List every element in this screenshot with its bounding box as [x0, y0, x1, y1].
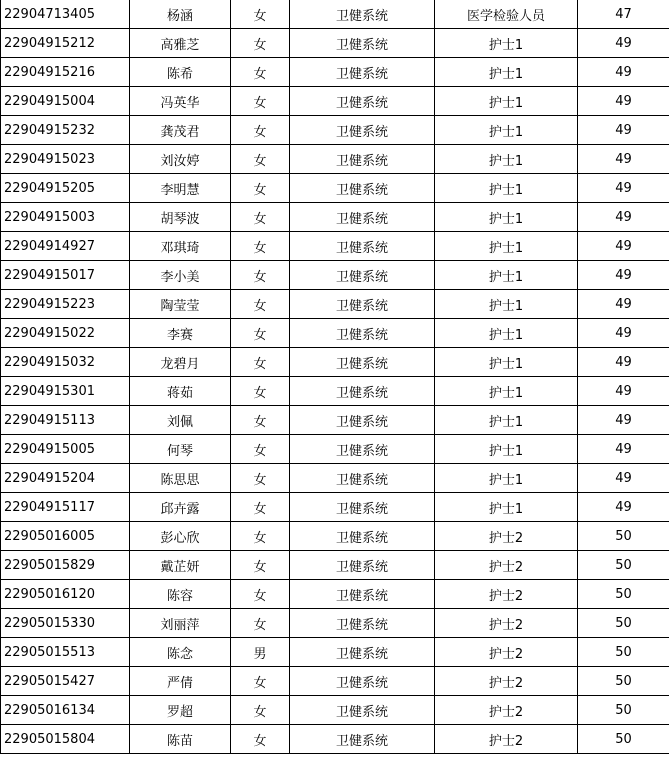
department-cell: 卫健系统 — [290, 261, 435, 290]
name-cell: 杨涵 — [130, 0, 231, 29]
gender-cell: 女 — [231, 580, 290, 609]
name-cell: 刘丽萍 — [130, 609, 231, 638]
table-row — [1, 261, 669, 290]
table-row — [1, 493, 669, 522]
exam-number-cell: 22905015829 — [1, 551, 130, 580]
exam-number-cell: 22904915232 — [1, 116, 130, 145]
position-code-cell: 49 — [578, 261, 669, 290]
position-cell: 护士2 — [435, 580, 578, 609]
department-cell: 卫健系统 — [290, 145, 435, 174]
department-cell: 卫健系统 — [290, 435, 435, 464]
position-code-cell: 49 — [578, 377, 669, 406]
name-cell: 李明慧 — [130, 174, 231, 203]
name-cell: 何琴 — [130, 435, 231, 464]
department-cell: 卫健系统 — [290, 29, 435, 58]
exam-number-cell: 22904915022 — [1, 319, 130, 348]
department-cell: 卫健系统 — [290, 638, 435, 667]
table-row — [1, 290, 669, 319]
gender-cell: 女 — [231, 377, 290, 406]
exam-number-cell: 22904915212 — [1, 29, 130, 58]
name-cell: 邓琪琦 — [130, 232, 231, 261]
position-cell: 护士1 — [435, 58, 578, 87]
gender-cell: 女 — [231, 0, 290, 29]
exam-number-cell: 22904915301 — [1, 377, 130, 406]
table-body — [1, 0, 669, 754]
position-code-cell: 49 — [578, 493, 669, 522]
exam-number-cell: 22905016134 — [1, 696, 130, 725]
gender-cell: 女 — [231, 348, 290, 377]
exam-number-cell: 22904915003 — [1, 203, 130, 232]
position-code-cell: 49 — [578, 58, 669, 87]
gender-cell: 女 — [231, 261, 290, 290]
position-cell: 护士1 — [435, 116, 578, 145]
name-cell: 邱卉露 — [130, 493, 231, 522]
table-row — [1, 145, 669, 174]
position-cell: 护士2 — [435, 725, 578, 754]
table-row — [1, 0, 669, 29]
position-code-cell: 49 — [578, 174, 669, 203]
position-code-cell: 49 — [578, 145, 669, 174]
position-cell: 护士2 — [435, 638, 578, 667]
position-code-cell: 50 — [578, 667, 669, 696]
position-code-cell: 50 — [578, 580, 669, 609]
department-cell: 卫健系统 — [290, 203, 435, 232]
position-code-cell: 49 — [578, 435, 669, 464]
exam-number-cell: 22904915005 — [1, 435, 130, 464]
exam-number-cell: 22904914927 — [1, 232, 130, 261]
position-cell: 护士2 — [435, 609, 578, 638]
position-cell: 护士1 — [435, 261, 578, 290]
position-code-cell: 49 — [578, 203, 669, 232]
position-code-cell: 50 — [578, 725, 669, 754]
table-row — [1, 464, 669, 493]
position-code-cell: 49 — [578, 464, 669, 493]
department-cell: 卫健系统 — [290, 522, 435, 551]
name-cell: 刘佩 — [130, 406, 231, 435]
exam-number-cell: 22904915023 — [1, 145, 130, 174]
department-cell: 卫健系统 — [290, 319, 435, 348]
position-code-cell: 49 — [578, 348, 669, 377]
name-cell: 李赛 — [130, 319, 231, 348]
position-cell: 护士1 — [435, 174, 578, 203]
exam-number-cell: 22904915032 — [1, 348, 130, 377]
position-cell: 护士2 — [435, 696, 578, 725]
gender-cell: 女 — [231, 58, 290, 87]
gender-cell: 女 — [231, 145, 290, 174]
exam-number-cell: 22905016005 — [1, 522, 130, 551]
table-row — [1, 319, 669, 348]
name-cell: 陈思思 — [130, 464, 231, 493]
table-row — [1, 29, 669, 58]
table-row — [1, 116, 669, 145]
position-code-cell: 49 — [578, 116, 669, 145]
department-cell: 卫健系统 — [290, 0, 435, 29]
position-code-cell: 50 — [578, 609, 669, 638]
table-row — [1, 377, 669, 406]
exam-number-cell: 22904915216 — [1, 58, 130, 87]
table-row — [1, 435, 669, 464]
position-code-cell: 49 — [578, 87, 669, 116]
gender-cell: 女 — [231, 522, 290, 551]
position-code-cell: 49 — [578, 232, 669, 261]
name-cell: 李小美 — [130, 261, 231, 290]
gender-cell: 女 — [231, 87, 290, 116]
name-cell: 高雅芝 — [130, 29, 231, 58]
name-cell: 陶莹莹 — [130, 290, 231, 319]
name-cell: 胡琴波 — [130, 203, 231, 232]
position-code-cell: 50 — [578, 696, 669, 725]
name-cell: 陈容 — [130, 580, 231, 609]
name-cell: 陈希 — [130, 58, 231, 87]
position-code-cell: 49 — [578, 319, 669, 348]
name-cell: 冯英华 — [130, 87, 231, 116]
department-cell: 卫健系统 — [290, 493, 435, 522]
gender-cell: 女 — [231, 609, 290, 638]
department-cell: 卫健系统 — [290, 464, 435, 493]
department-cell: 卫健系统 — [290, 551, 435, 580]
name-cell: 龙碧月 — [130, 348, 231, 377]
gender-cell: 女 — [231, 696, 290, 725]
department-cell: 卫健系统 — [290, 348, 435, 377]
table-row — [1, 667, 669, 696]
exam-number-cell: 22905015330 — [1, 609, 130, 638]
name-cell: 严倩 — [130, 667, 231, 696]
table-row — [1, 696, 669, 725]
exam-number-cell: 22904915204 — [1, 464, 130, 493]
position-code-cell: 49 — [578, 406, 669, 435]
position-code-cell: 50 — [578, 638, 669, 667]
position-cell: 医学检验人员 — [435, 0, 578, 29]
gender-cell: 女 — [231, 290, 290, 319]
position-cell: 护士2 — [435, 667, 578, 696]
gender-cell: 女 — [231, 116, 290, 145]
table-row — [1, 203, 669, 232]
name-cell: 陈念 — [130, 638, 231, 667]
table-row — [1, 609, 669, 638]
department-cell: 卫健系统 — [290, 290, 435, 319]
gender-cell: 女 — [231, 464, 290, 493]
position-cell: 护士1 — [435, 377, 578, 406]
table-row — [1, 551, 669, 580]
position-code-cell: 50 — [578, 551, 669, 580]
table-row — [1, 725, 669, 754]
department-cell: 卫健系统 — [290, 232, 435, 261]
gender-cell: 女 — [231, 725, 290, 754]
gender-cell: 女 — [231, 435, 290, 464]
position-cell: 护士1 — [435, 319, 578, 348]
name-cell: 罗超 — [130, 696, 231, 725]
department-cell: 卫健系统 — [290, 609, 435, 638]
exam-number-cell: 22905015427 — [1, 667, 130, 696]
position-cell: 护士2 — [435, 551, 578, 580]
department-cell: 卫健系统 — [290, 725, 435, 754]
position-code-cell: 49 — [578, 290, 669, 319]
gender-cell: 女 — [231, 174, 290, 203]
department-cell: 卫健系统 — [290, 174, 435, 203]
exam-number-cell: 22904915113 — [1, 406, 130, 435]
gender-cell: 女 — [231, 319, 290, 348]
table-row — [1, 406, 669, 435]
position-cell: 护士1 — [435, 232, 578, 261]
department-cell: 卫健系统 — [290, 696, 435, 725]
position-cell: 护士1 — [435, 464, 578, 493]
name-cell: 龚茂君 — [130, 116, 231, 145]
position-code-cell: 50 — [578, 522, 669, 551]
exam-number-cell: 22905015513 — [1, 638, 130, 667]
table-row — [1, 348, 669, 377]
exam-number-cell: 22904915223 — [1, 290, 130, 319]
exam-number-cell: 22905015804 — [1, 725, 130, 754]
department-cell: 卫健系统 — [290, 667, 435, 696]
exam-number-cell: 22904915004 — [1, 87, 130, 116]
department-cell: 卫健系统 — [290, 406, 435, 435]
department-cell: 卫健系统 — [290, 116, 435, 145]
position-cell: 护士1 — [435, 406, 578, 435]
position-cell: 护士1 — [435, 493, 578, 522]
name-cell: 戴芷妍 — [130, 551, 231, 580]
name-cell: 陈苗 — [130, 725, 231, 754]
gender-cell: 女 — [231, 551, 290, 580]
position-cell: 护士1 — [435, 145, 578, 174]
department-cell: 卫健系统 — [290, 58, 435, 87]
exam-number-cell: 22904915205 — [1, 174, 130, 203]
gender-cell: 女 — [231, 667, 290, 696]
position-cell: 护士2 — [435, 522, 578, 551]
gender-cell: 女 — [231, 203, 290, 232]
table-row — [1, 58, 669, 87]
department-cell: 卫健系统 — [290, 580, 435, 609]
exam-number-cell: 22905016120 — [1, 580, 130, 609]
gender-cell: 女 — [231, 493, 290, 522]
name-cell: 刘汝婷 — [130, 145, 231, 174]
gender-cell: 女 — [231, 406, 290, 435]
department-cell: 卫健系统 — [290, 87, 435, 116]
exam-number-cell: 22904713405 — [1, 0, 130, 29]
position-cell: 护士1 — [435, 29, 578, 58]
position-cell: 护士1 — [435, 435, 578, 464]
name-cell: 蒋茹 — [130, 377, 231, 406]
table-row — [1, 87, 669, 116]
department-cell: 卫健系统 — [290, 377, 435, 406]
position-code-cell: 49 — [578, 29, 669, 58]
table-row — [1, 232, 669, 261]
position-cell: 护士1 — [435, 290, 578, 319]
exam-number-cell: 22904915117 — [1, 493, 130, 522]
name-cell: 彭心欣 — [130, 522, 231, 551]
position-cell: 护士1 — [435, 348, 578, 377]
gender-cell: 女 — [231, 232, 290, 261]
position-cell: 护士1 — [435, 203, 578, 232]
table-row — [1, 522, 669, 551]
exam-number-cell: 22904915017 — [1, 261, 130, 290]
table-row — [1, 174, 669, 203]
table-row — [1, 580, 669, 609]
gender-cell: 女 — [231, 29, 290, 58]
gender-cell: 男 — [231, 638, 290, 667]
position-cell: 护士1 — [435, 87, 578, 116]
position-code-cell: 47 — [578, 0, 669, 29]
table-row — [1, 638, 669, 667]
